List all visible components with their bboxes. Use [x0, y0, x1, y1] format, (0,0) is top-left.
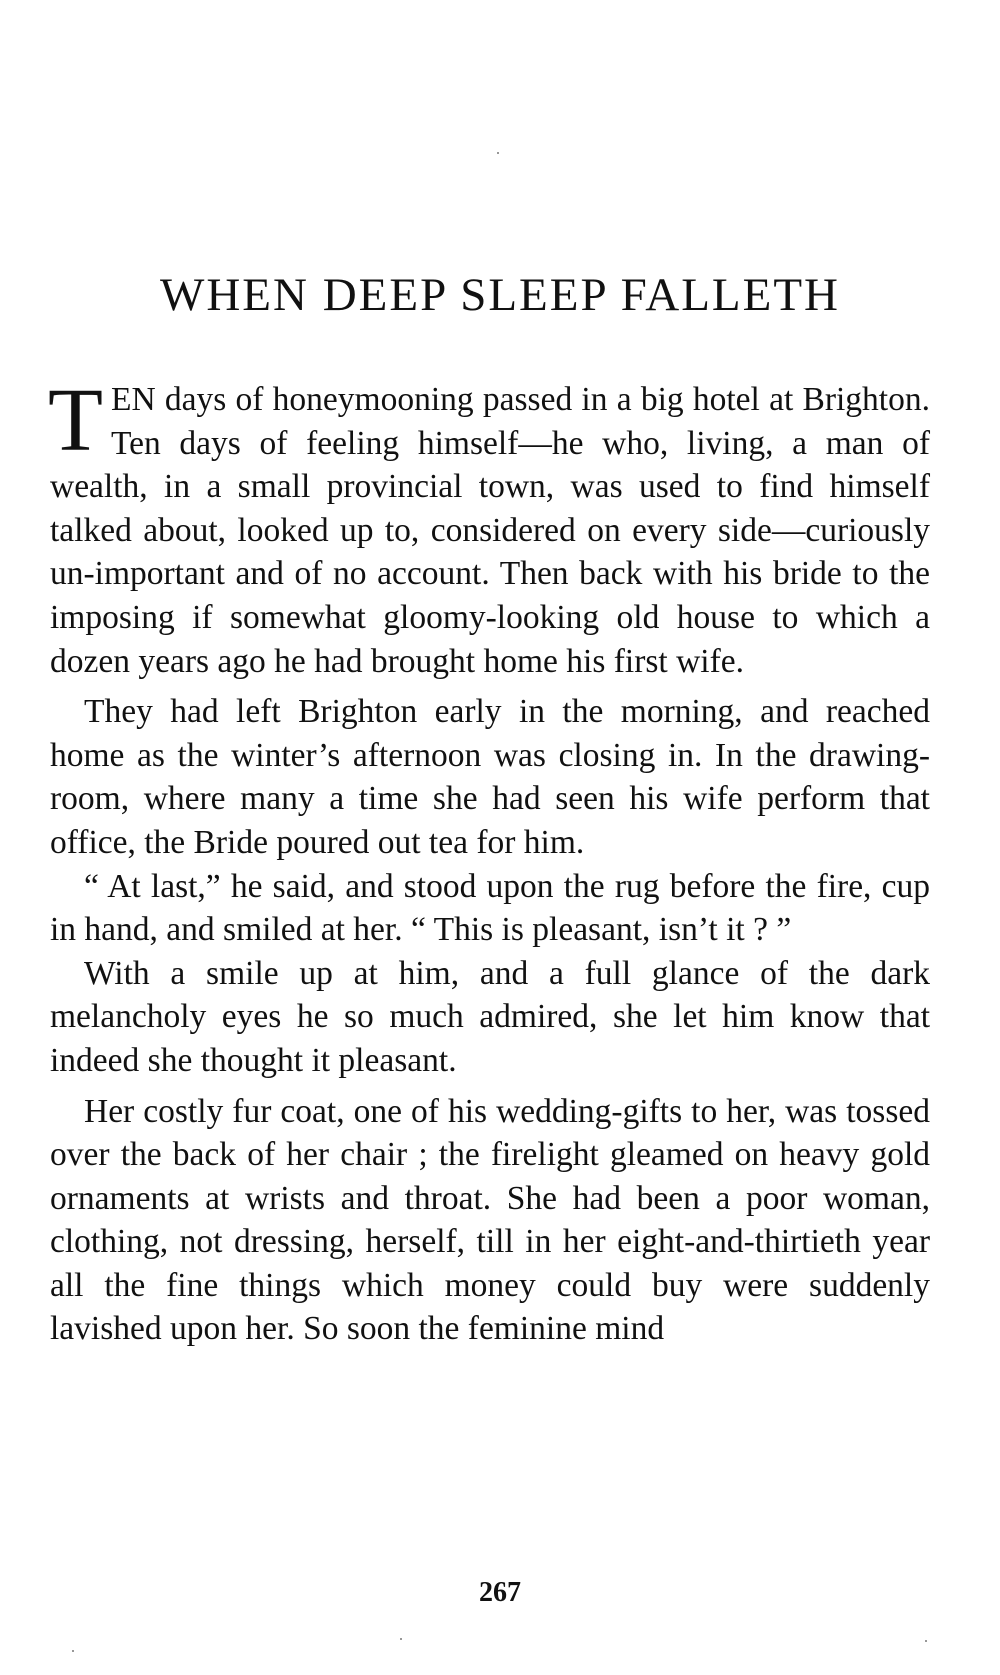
paper-speck [925, 1640, 927, 1642]
chapter-body [48, 371, 930, 1351]
paper-speck [400, 1638, 402, 1640]
page-number: 267 [479, 1577, 521, 1608]
paper-speck [72, 1650, 74, 1652]
paragraph-3: “ At last,” he said, and stood upon the rug before the fire, cup in hand, and smiled at her. “ This is pleasant, isn’t it ? ” [50, 867, 930, 949]
paragraph-1 [48, 371, 930, 683]
paper-speck [497, 152, 499, 154]
paragraph-1-text: EN days of honeymooning passed in a big hotel at Brighton. Ten days of feeling himself—he who, living, a man of wealth, in a small provincial town, was used to find himself talked about, looked up to, considered on every side—curiously un-important and of no account. Then back with his bride to the imposing if somewhat gloomy-looking old house to which a dozen years ago he had brought home his first wife. [50, 381, 930, 680]
drop-cap: T [48, 371, 103, 470]
paragraph-5: Her costly fur coat, one of his wedding-gifts to her, was tossed over the back of her chair ; the firelight gleamed on heavy gold ornaments at wrists and throat. She had been a poor woman, clothing, not dressing, herself, till in her eight-and-thirtieth year all the fine things which money could buy were suddenly lavished upon her. So soon the feminine mind [50, 1092, 930, 1348]
paragraph-2: They had left Brighton early in the morning, and reached home as the winter’s afternoon was closing in. In the drawing-room, where many a time she had seen his wife perform that office, the Bride poured out tea for him. [50, 693, 930, 861]
chapter-title: WHEN DEEP SLEEP FALLETH [160, 269, 840, 321]
paragraph-4: With a smile up at him, and a full glance of the dark melancholy eyes he so much admired, she let him know that indeed she thought it pleasant. [50, 954, 930, 1079]
